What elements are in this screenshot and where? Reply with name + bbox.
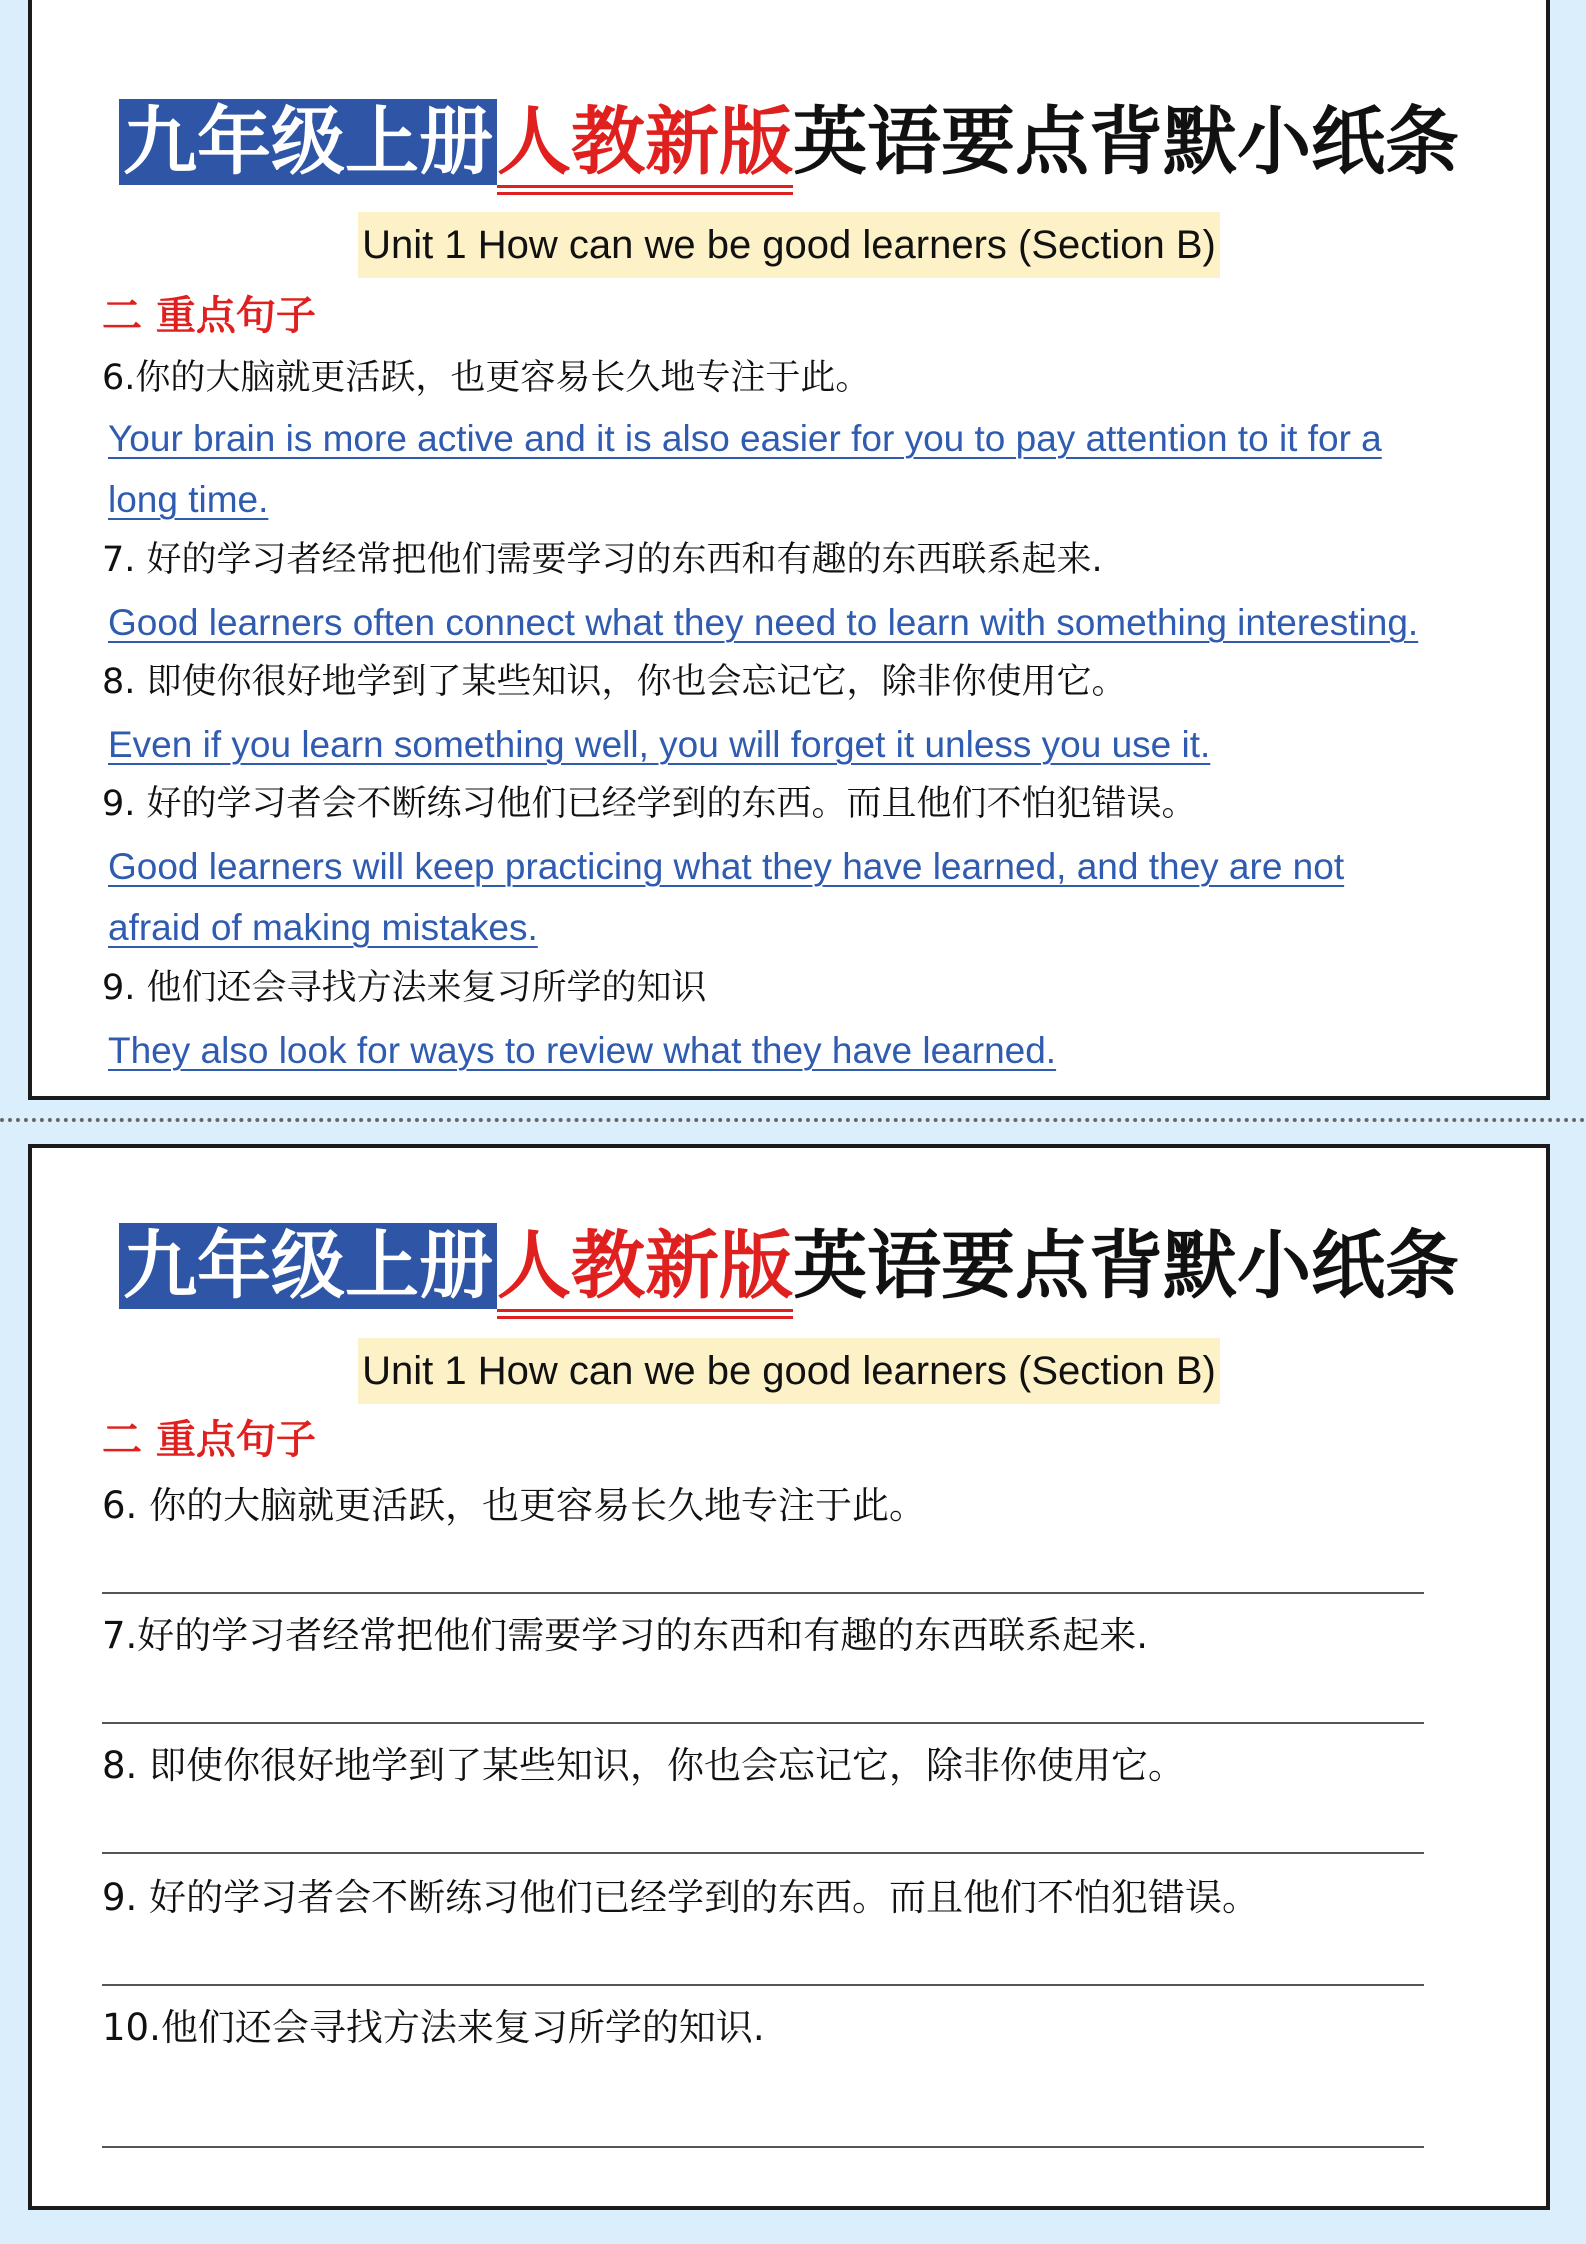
answer-zh-5: 9. 他们还会寻找方法来复习所学的知识 — [102, 968, 707, 1008]
answer-blank-line[interactable] — [102, 2146, 1424, 2148]
answer-blank-line[interactable] — [102, 1852, 1424, 1854]
page-title — [32, 86, 1546, 198]
title-grade: 九年级上册 — [119, 99, 497, 185]
answer-en-2: Good learners often connect what they need to learn with something interesting. — [108, 602, 1419, 643]
unit-subtitle-wrap — [32, 1338, 1546, 1404]
question-1: 6. 你的大脑就更活跃，也更容易长久地专注于此。 — [102, 1484, 927, 1527]
question-2: 7.好的学习者经常把他们需要学习的东西和有趣的东西联系起来. — [102, 1614, 1149, 1657]
title-edition: 人教新版 — [497, 99, 793, 195]
unit-subtitle-wrap — [32, 212, 1546, 278]
question-4: 9. 好的学习者会不断练习他们已经学到的东西。而且他们不怕犯错误。 — [102, 1876, 1260, 1919]
answer-en-3: Even if you learn something well, you will forget it unless you use it. — [108, 724, 1211, 765]
exercise-card — [28, 1144, 1550, 2210]
question-3: 8. 即使你很好地学到了某些知识，你也会忘记它，除非你使用它。 — [102, 1744, 1186, 1787]
answer-zh-3: 8. 即使你很好地学到了某些知识，你也会忘记它，除非你使用它。 — [102, 662, 1127, 702]
question-5: 10.他们还会寻找方法来复习所学的知识. — [102, 2006, 765, 2049]
answer-card — [28, 0, 1550, 1100]
answer-zh-4: 9. 好的学习者会不断练习他们已经学到的东西。而且他们不怕犯错误。 — [102, 784, 1197, 824]
answer-blank-line[interactable] — [102, 1984, 1424, 1986]
section-heading: 二 重点句子 — [102, 293, 316, 339]
title-grade: 九年级上册 — [119, 1223, 497, 1309]
title-main: 英语要点背默小纸条 — [793, 99, 1459, 185]
section-heading: 二 重点句子 — [102, 1417, 316, 1463]
cut-line-divider — [0, 1118, 1586, 1122]
answer-blank-line[interactable] — [102, 1722, 1424, 1724]
answer-en-4: Good learners will keep practicing what they have learned, and they are not afraid of making mistakes. — [108, 846, 1345, 948]
answer-zh-1: 6.你的大脑就更活跃，也更容易长久地专注于此。 — [102, 358, 871, 398]
unit-subtitle: Unit 1 How can we be good learners (Section B) — [358, 212, 1220, 278]
page-title-repeat — [32, 1210, 1546, 1322]
title-main: 英语要点背默小纸条 — [793, 1223, 1459, 1309]
answer-en-5: They also look for ways to review what they have learned. — [108, 1030, 1057, 1071]
answer-en-1: Your brain is more active and it is also easier for you to pay attention to it for a long time. — [108, 418, 1382, 520]
unit-subtitle: Unit 1 How can we be good learners (Section B) — [358, 1338, 1220, 1404]
title-edition: 人教新版 — [497, 1223, 793, 1319]
answer-zh-2: 7. 好的学习者经常把他们需要学习的东西和有趣的东西联系起来. — [102, 540, 1103, 580]
answer-blank-line[interactable] — [102, 1592, 1424, 1594]
